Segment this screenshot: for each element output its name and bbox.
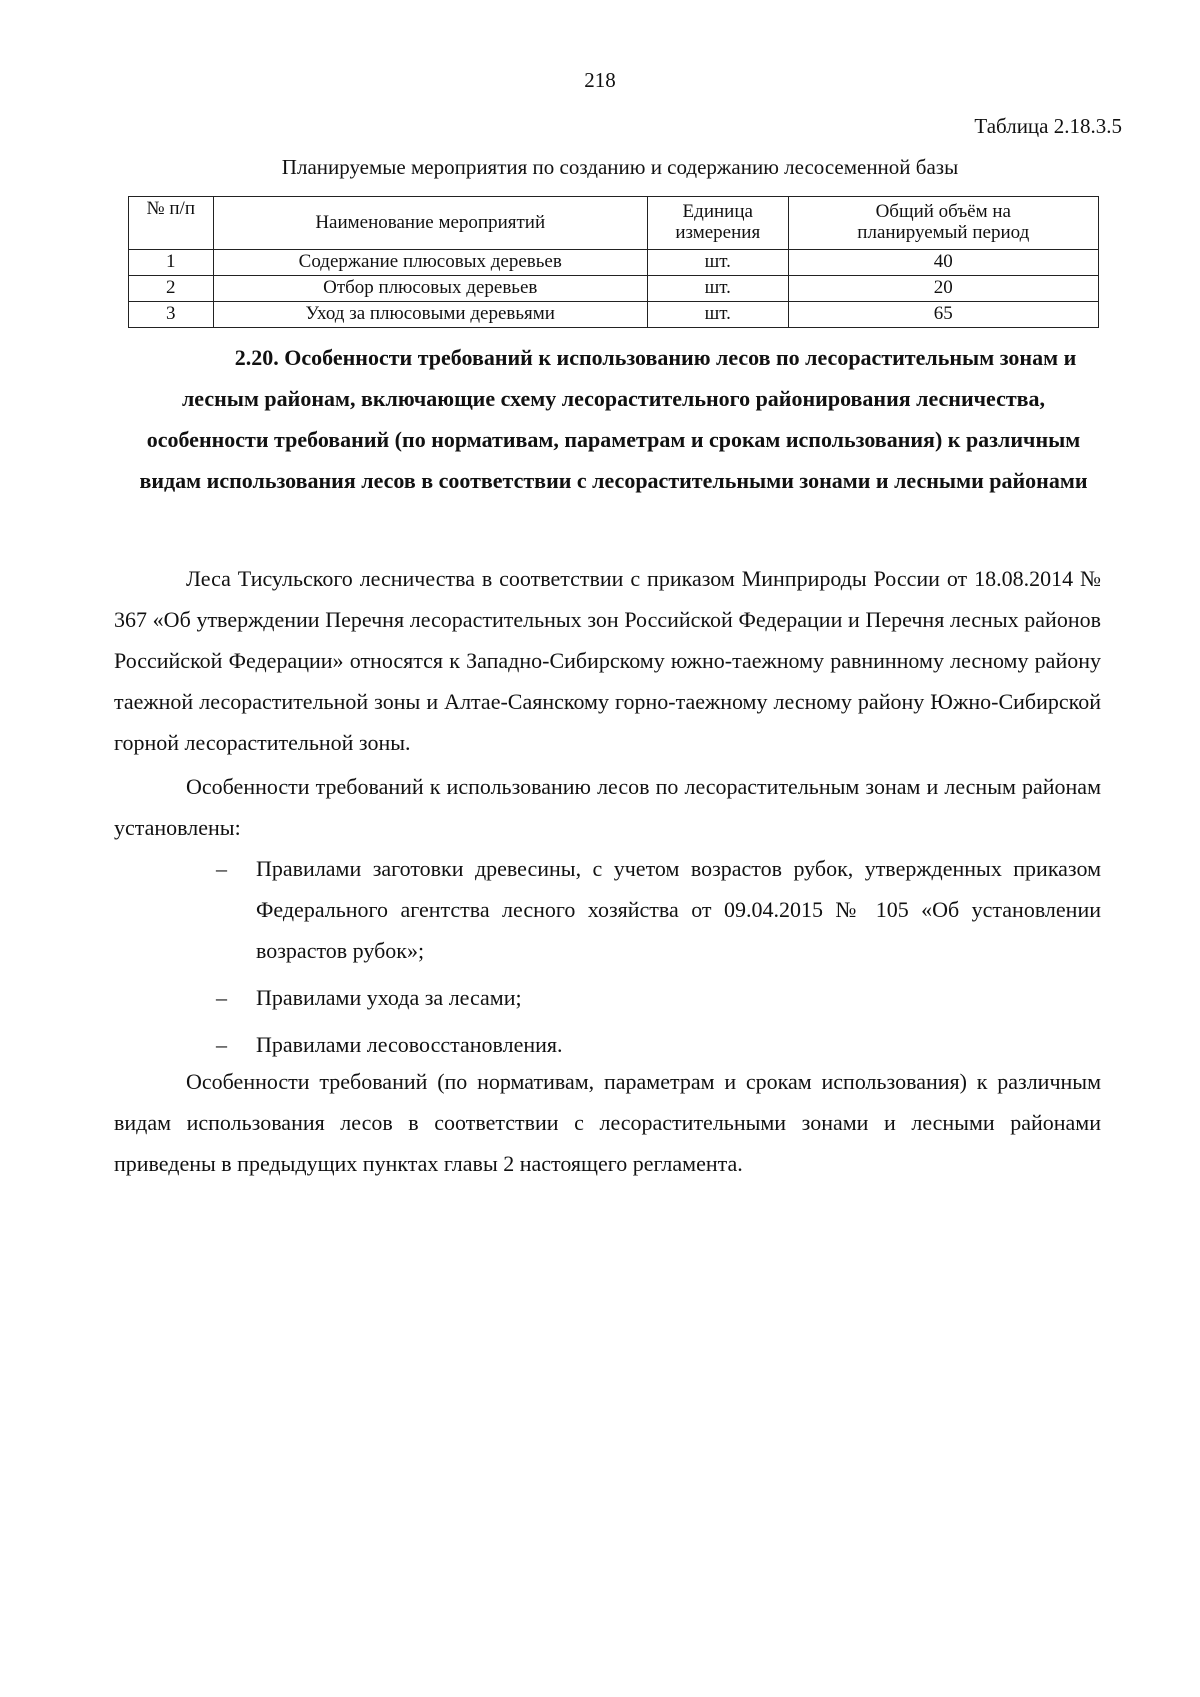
list-item (216, 848, 1101, 971)
row-num: 3 (129, 302, 214, 328)
row-total: 20 (788, 276, 1098, 302)
paragraph-requirements (114, 766, 1101, 848)
table-caption: Планируемые мероприятия по созданию и содержанию лесосеменной базы (281, 155, 959, 179)
row-name: Содержание плюсовых деревьев (213, 250, 647, 276)
dash-bullet: – (216, 856, 227, 881)
list-item (216, 977, 1101, 1018)
paragraph-text: Особенности требований (по нормативам, параметрам и срокам использования) к различным видам использования лесов в соответствии с лесорастительными зонами и лесными районами приведены в предыдущих пунктах главы 2 настоящего регламента. (114, 1069, 1101, 1176)
row-num: 2 (129, 276, 214, 302)
dash-bullet: – (216, 1032, 227, 1057)
header-unit-line2: измерения (675, 222, 761, 243)
section-heading-first-line: 2.20. Особенности требований к использованию лесов по лесорастительным зонам и (234, 345, 1077, 370)
table-header-row (129, 197, 1099, 250)
row-unit: шт. (647, 276, 788, 302)
list-item (216, 1024, 1101, 1065)
row-num: 1 (129, 250, 214, 276)
rules-list (216, 848, 1101, 1071)
table-row (129, 276, 1099, 302)
page-number: 218 (584, 68, 616, 92)
table-row (129, 250, 1099, 276)
table-row (129, 302, 1099, 328)
header-total (788, 197, 1098, 250)
dash-bullet: – (216, 985, 227, 1010)
header-total-line1: Общий объём на (875, 201, 1011, 223)
table-number: Таблица 2.18.3.5 (974, 114, 1122, 138)
list-item-text: Правилами лесовосстановления. (256, 1032, 563, 1057)
header-unit-line1: Единица (682, 201, 753, 223)
header-name: Наименование мероприятий (213, 197, 647, 250)
paragraph-forest-zones (114, 558, 1101, 763)
row-total: 40 (788, 250, 1098, 276)
list-item-text: Правилами ухода за лесами; (256, 985, 522, 1010)
paragraph-text: Особенности требований к использованию лесов по лесорастительным зонам и лесным районам установлены: (114, 774, 1101, 840)
header-unit (647, 197, 788, 250)
section-heading-rest: лесным районам, включающие схему лесорастительного районирования лесничества, особенности требований (по нормативам, параметрам и срокам использования) к различным видам использования лесов в соответствии с лесорастительными зонами и лесными районами (139, 386, 1088, 493)
measures-table (128, 196, 1099, 328)
row-name: Уход за плюсовыми деревьями (213, 302, 647, 328)
row-total: 65 (788, 302, 1098, 328)
section-heading (126, 337, 1101, 501)
paragraph-conclusion (114, 1061, 1101, 1184)
row-name: Отбор плюсовых деревьев (213, 276, 647, 302)
list-item-text: Правилами заготовки древесины, с учетом возрастов рубок, утвержденных приказом Федерального агентства лесного хозяйства от 09.04.2015 № 105 «Об установлении возрастов рубок»; (256, 856, 1101, 963)
row-unit: шт. (647, 302, 788, 328)
paragraph-text: Леса Тисульского лесничества в соответствии с приказом Минприроды России от 18.08.2014 № 367 «Об утверждении Перечня лесорастительных зон Российской Федерации и Перечня лесных районов Российской Федерации» относятся к Западно-Сибирскому южно-таежному равнинному лесному району таежной лесорастительной зоны и Алтае-Саянскому горно-таежному лесному району Южно-Сибирской горной лесорастительной зоны. (114, 566, 1101, 755)
row-unit: шт. (647, 250, 788, 276)
header-total-line2: планируемый период (857, 222, 1030, 243)
header-num: № п/п (129, 197, 214, 250)
